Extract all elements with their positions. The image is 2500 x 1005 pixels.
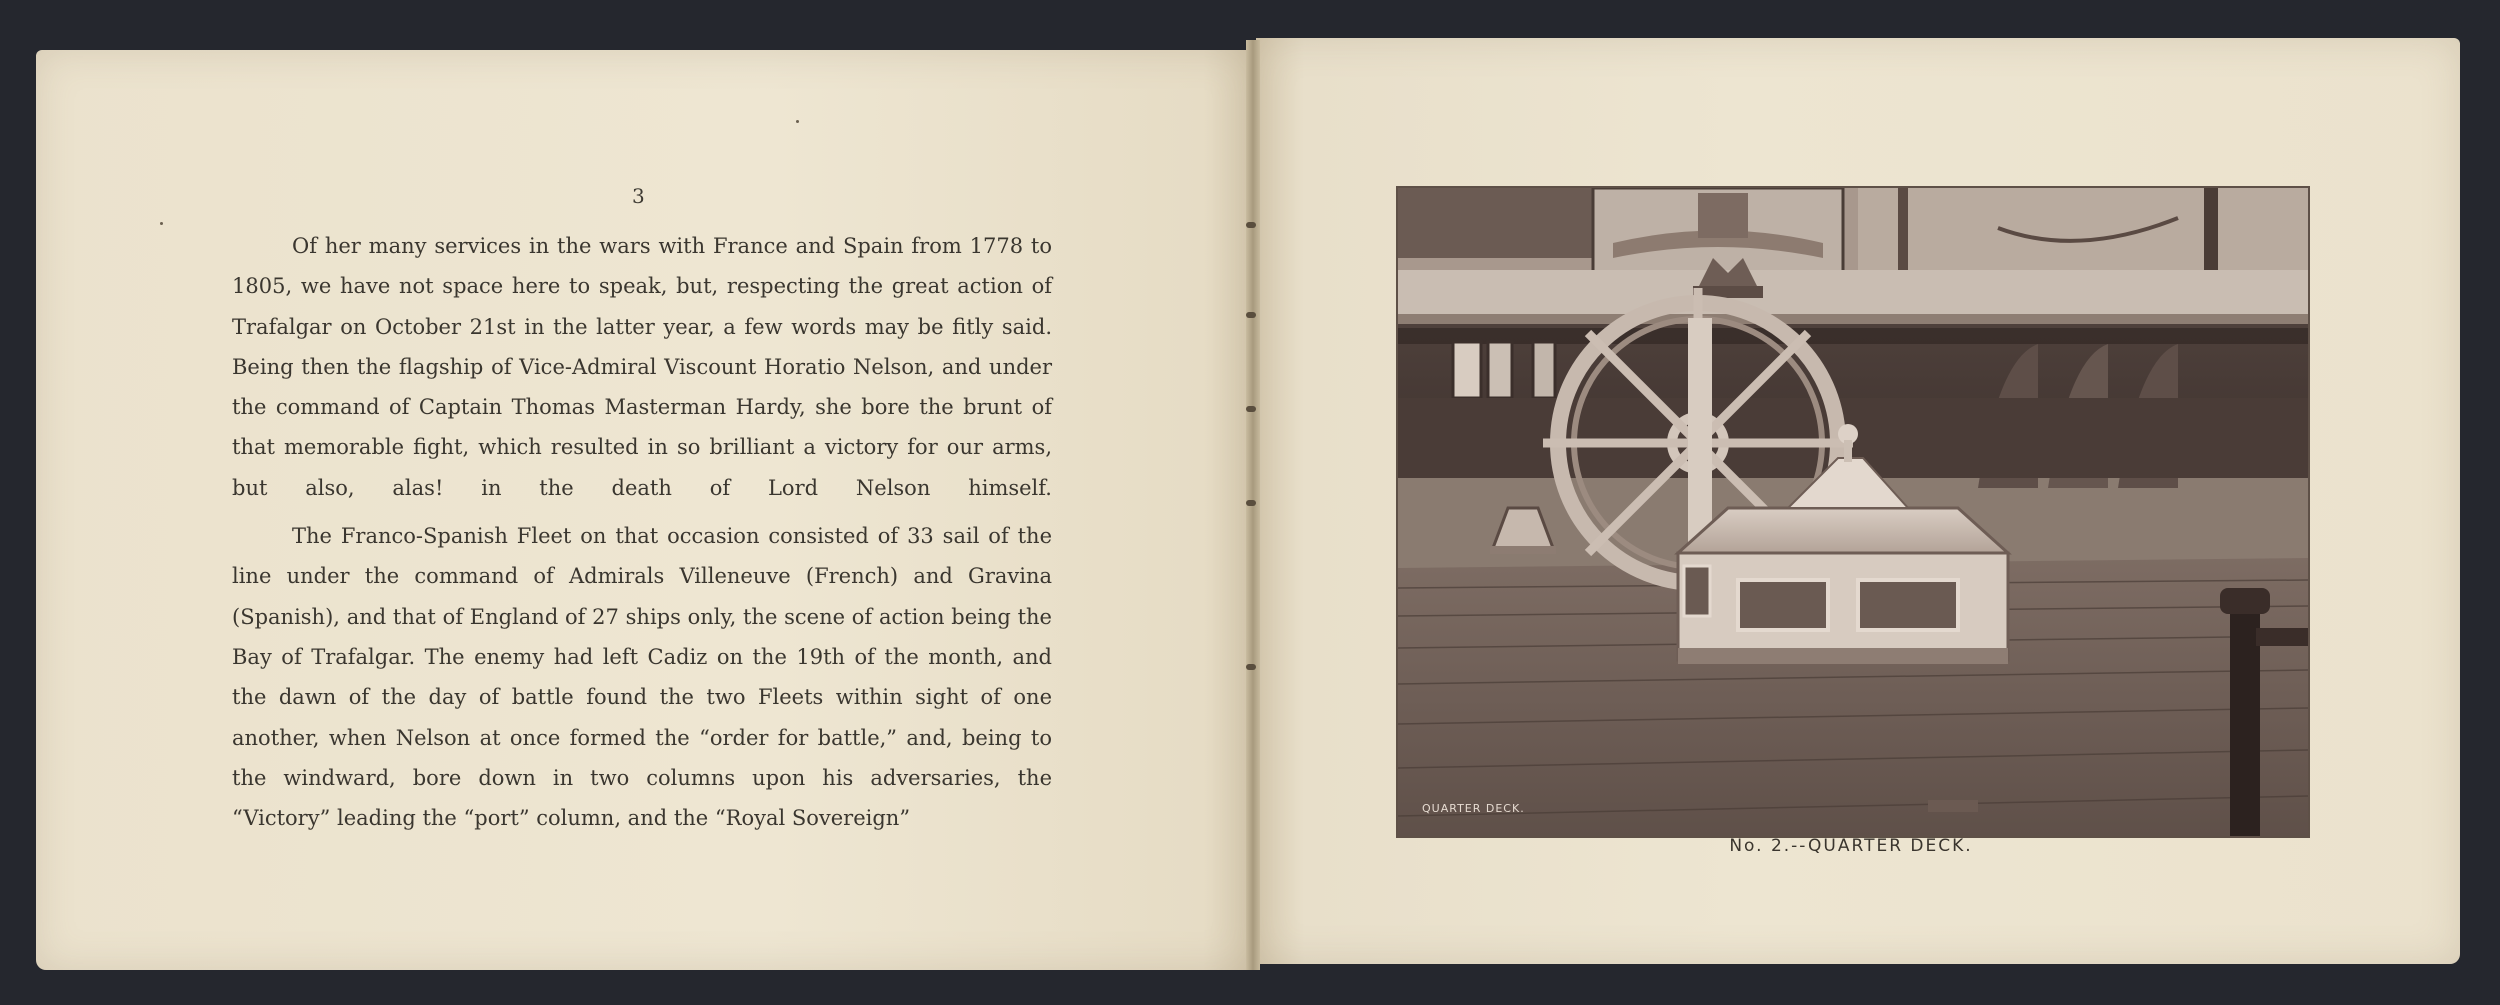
text-line: Masterman Hardy, she bore the brunt of that memorable fight, which resulted in	[232, 395, 1052, 460]
text-line: we have not space here to speak, but, respecting the great action of Trafalgar on	[232, 274, 1052, 339]
binding-stitch	[1246, 222, 1256, 228]
photo-inset-label: QUARTER DECK.	[1422, 802, 1525, 815]
text-line: enemy had left Cadiz on the 19th of the month, and the dawn of the day of battle	[232, 644, 1052, 710]
paragraph	[232, 226, 1052, 508]
binding-stitch	[1246, 406, 1256, 412]
text-line: of Vice-Admiral Viscount Horatio Nelson, and under the command of Captain Thomas	[232, 354, 1053, 420]
text-line: adversaries, the “Victory” leading the “port” column, and the “Royal Sovereign”	[232, 765, 1052, 831]
binding-stitch	[1246, 312, 1256, 318]
text-line: October 21st in the latter year, a few words may be fitly said. Being then the flagship	[232, 314, 1052, 379]
text-line: himself.	[968, 475, 1052, 500]
quarter-deck-photograph	[1396, 186, 2310, 838]
text-line: so brilliant a victory for our arms, but also, alas! in the death of Lord Nelson	[232, 435, 1052, 500]
paragraph	[232, 516, 1052, 838]
text-line: under the command of Admirals Villeneuve (French) and Gravina (Spanish), and that	[232, 564, 1052, 629]
plate-caption: No. 2.--QUARTER DECK.	[1729, 836, 1973, 856]
binding-stitch	[1246, 500, 1256, 506]
text-line: of England of 27 ships only, the scene of action being the Bay of Trafalgar. The	[232, 604, 1052, 669]
text-line: The Franco-Spanish Fleet on that occasion consisted of 33 sail of the line	[232, 524, 1052, 589]
binding-stitch	[1246, 664, 1256, 670]
text-line: “order for battle,” and, being to the windward, bore down in two columns upon his	[232, 725, 1052, 790]
body-text	[232, 226, 1052, 838]
page-number: 3	[632, 184, 645, 208]
paper-speck	[796, 120, 799, 123]
paper-speck	[160, 222, 163, 225]
text-line: found the two Fleets within sight of one another, when Nelson at once formed the	[232, 685, 1052, 750]
text-line: Of her many services in the wars with France and Spain from 1778 to 1805,	[232, 234, 1052, 299]
